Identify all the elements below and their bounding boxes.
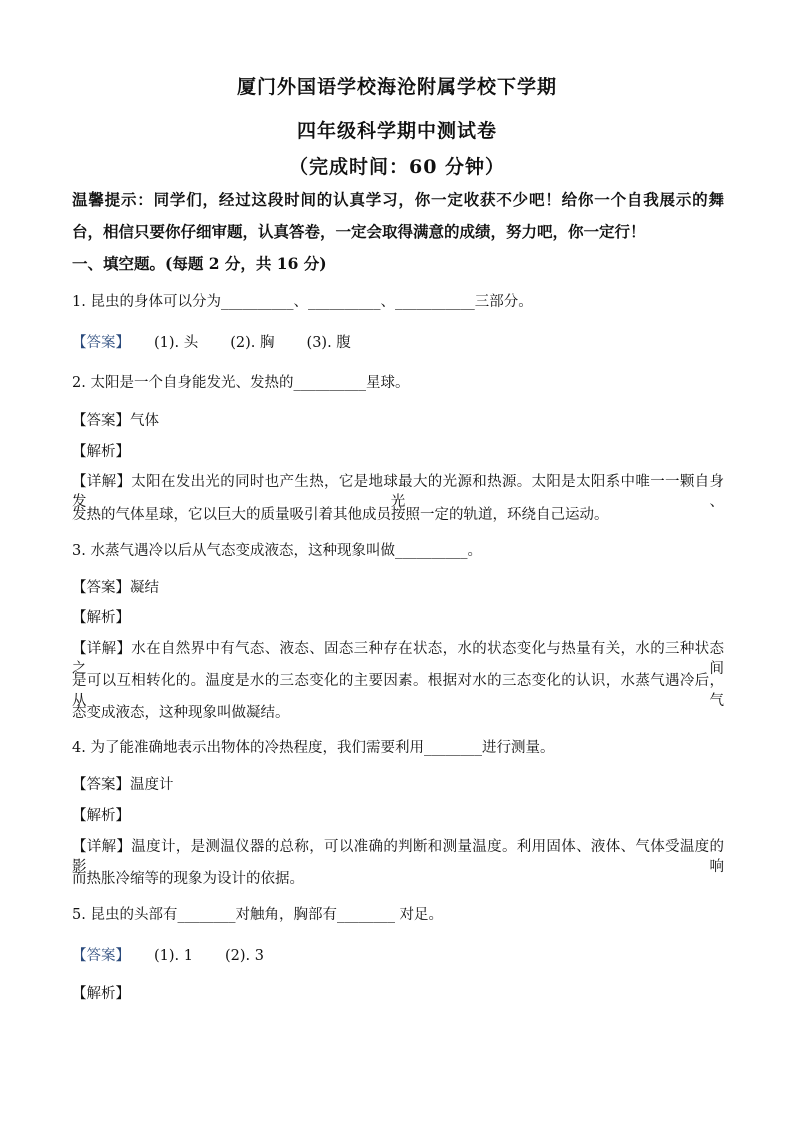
answer-label: 【答案】 bbox=[72, 335, 130, 351]
answer-5-part-2: (2). 3 bbox=[224, 948, 264, 964]
answer-1-part-3: (3). 腹 bbox=[306, 335, 351, 351]
analysis-5: 【解析】 bbox=[72, 986, 130, 1002]
question-5: 5. 昆虫的头部有________对触角，胸部有________ 对足。 bbox=[72, 907, 444, 923]
answer-5 bbox=[72, 946, 724, 966]
answer-2: 【答案】气体 bbox=[72, 413, 159, 429]
section-heading: 一、填空题。(每题 2 分，共 16 分) bbox=[72, 254, 327, 273]
answer-3: 【答案】凝结 bbox=[72, 580, 159, 596]
analysis-2: 【解析】 bbox=[72, 444, 130, 460]
time-limit: （完成时间：60 分钟） bbox=[288, 156, 506, 178]
question-1: 1. 昆虫的身体可以分为__________、__________、___________三部分。 bbox=[72, 294, 533, 310]
tip-line-2: 台，相信只要你仔细审题，认真答卷，一定会取得满意的成绩，努力吧，你一定行！ bbox=[72, 222, 646, 241]
detail-3-line-2: 是可以互相转化的。温度是水的三态变化的主要因素。根据对水的三态变化的认识，水蒸气遇冷后，从气 bbox=[72, 673, 724, 709]
exam-title: 四年级科学期中测试卷 bbox=[296, 120, 497, 142]
answer-4: 【答案】温度计 bbox=[72, 777, 174, 793]
tip-line-1: 温馨提示：同学们，经过这段时间的认真学习，你一定收获不少吧！给你一个自我展示的舞 bbox=[72, 190, 724, 209]
answer-1 bbox=[72, 333, 724, 353]
question-3: 3. 水蒸气遇冷以后从气态变成液态，这种现象叫做__________。 bbox=[72, 543, 482, 559]
school-title: 厦门外国语学校海沧附属学校下学期 bbox=[236, 76, 557, 98]
question-4: 4. 为了能准确地表示出物体的冷热程度，我们需要利用________进行测量。 bbox=[72, 740, 555, 756]
answer-5-part-1: (1). 1 bbox=[154, 948, 193, 964]
detail-3-line-3: 态变成液态，这种现象叫做凝结。 bbox=[72, 705, 290, 721]
question-2: 2. 太阳是一个自身能发光、发热的__________星球。 bbox=[72, 375, 410, 391]
answer-1-part-2: (2). 胸 bbox=[230, 335, 275, 351]
detail-3-line-1: 【详解】水在自然界中有气态、液态、固态三种存在状态，水的状态变化与热量有关，水的三种状态之间 bbox=[72, 641, 724, 677]
answer-1-part-1: (1). 头 bbox=[154, 335, 199, 351]
answer-label: 【答案】 bbox=[72, 948, 130, 964]
detail-4-line-1: 【详解】温度计，是测温仪器的总称，可以准确的判断和测量温度。利用固体、液体、气体受温度的影响 bbox=[72, 839, 724, 875]
analysis-4: 【解析】 bbox=[72, 808, 130, 824]
detail-4-line-2: 而热胀冷缩等的现象为设计的依据。 bbox=[72, 871, 304, 887]
detail-2-line-1: 【详解】太阳在发出光的同时也产生热，它是地球最大的光源和热源。太阳是太阳系中唯一一颗自身发光、 bbox=[72, 474, 724, 510]
detail-2-line-2: 发热的气体星球，它以巨大的质量吸引着其他成员按照一定的轨道，环绕自己运动。 bbox=[72, 507, 609, 523]
analysis-3: 【解析】 bbox=[72, 610, 130, 626]
